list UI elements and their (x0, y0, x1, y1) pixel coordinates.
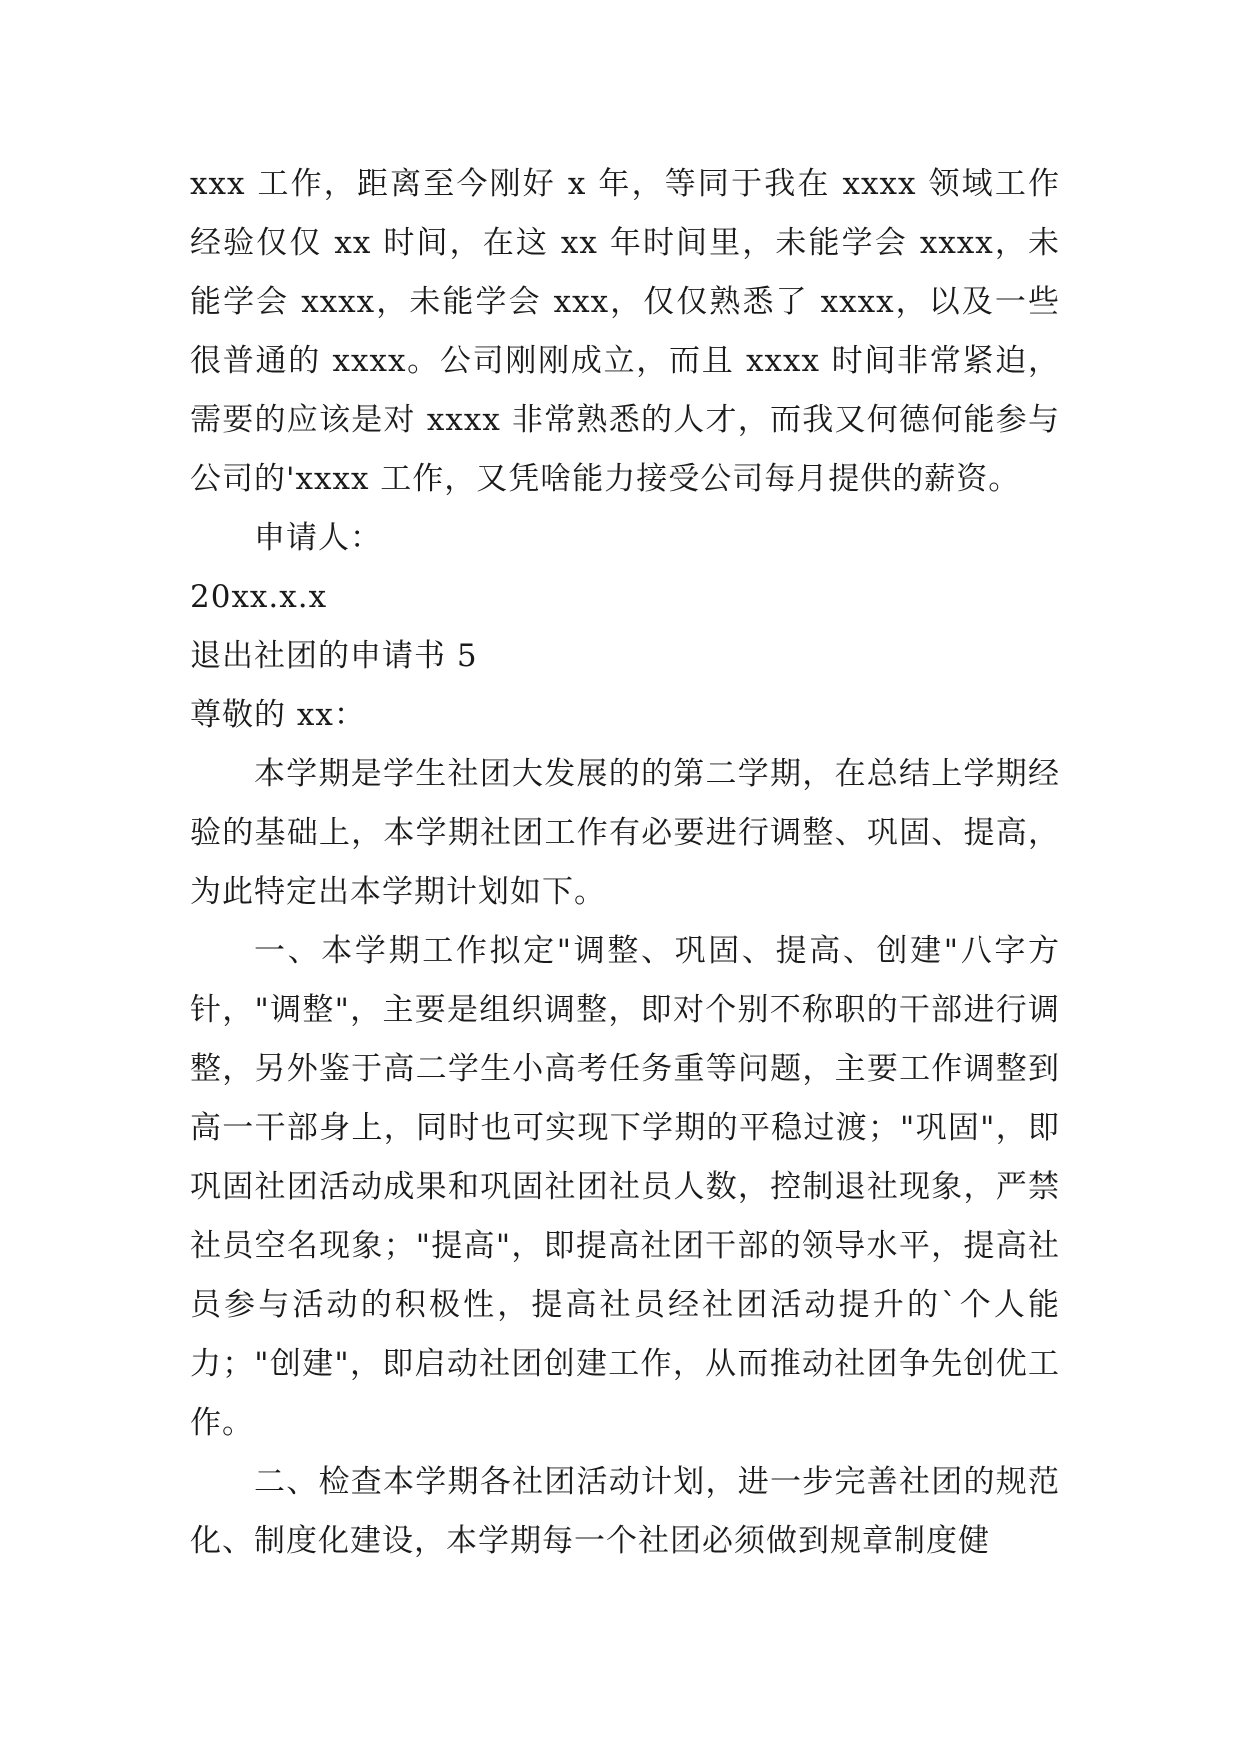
salutation: 尊敬的 xx： (190, 697, 366, 733)
date-line: 20xx.x.x (190, 579, 328, 615)
document-body (190, 155, 1060, 1571)
paragraph-point-two: 二、检查本学期各社团活动计划，进一步完善社团的规范化、制度化建设，本学期每一个社团必须做到规章制度健 (190, 1464, 1060, 1559)
paragraph-point-one: 一、本学期工作拟定"调整、巩固、提高、创建"八字方针，"调整"，主要是组织调整，即对个别不称职的干部进行调整，另外鉴于高二学生小高考任务重等问题，主要工作调整到高一干部身上，同时也可实现下学期的平稳过渡；"巩固"，即巩固社团活动成果和巩固社团社员人数，控制退社现象，严禁社员空名现象；"提高"，即提高社团干部的领导水平，提高社员参与活动的积极性，提高社员经社团活动提升的`个人能力；"创建"，即启动社团创建工作，从而推动社团争先创优工作。 (190, 933, 1060, 1441)
section-heading: 退出社团的申请书 5 (190, 638, 478, 674)
paragraph-resignation-reason: xxx 工作，距离至今刚好 x 年，等同于我在 xxxx 领域工作经验仅仅 xx 时间，在这 xx 年时间里，未能学会 xxxx，未能学会 xxxx，未能学会 xxx，仅仅熟悉了 xxxx，以及一些很普通的 xxxx。公司刚刚成立，而且 xxxx 时间非常紧迫，需要的应该是对 xxxx 非常熟悉的人才，而我又何德何能参与公司的'xxxx 工作，又凭啥能力接受公司每月提供的薪资。 (190, 166, 1060, 497)
applicant-signature-line: 申请人： (254, 520, 382, 556)
paragraph-intro: 本学期是学生社团大发展的的第二学期，在总结上学期经验的基础上，本学期社团工作有必要进行调整、巩固、提高，为此特定出本学期计划如下。 (190, 756, 1060, 910)
